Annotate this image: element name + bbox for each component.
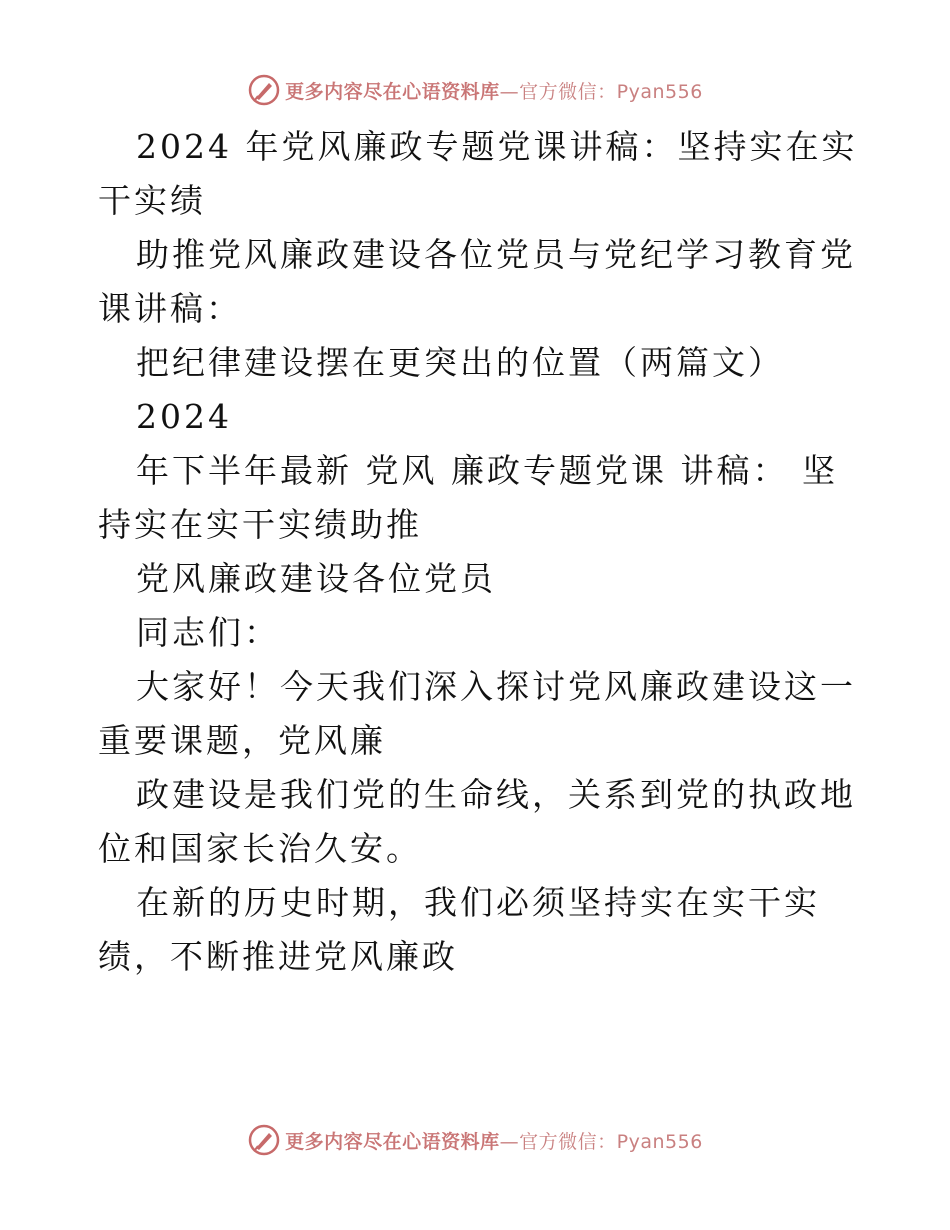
- pen-logo-icon: [247, 1123, 281, 1157]
- paragraph: 2024: [136, 397, 232, 436]
- paragraph: 大家好！今天我们深入探讨党风廉政建设这一重要课题，党风廉: [98, 667, 856, 760]
- paragraph: 政建设是我们党的生命线，关系到党的执政地位和国家长治久安。: [98, 775, 856, 868]
- paragraph: 2024 年党风廉政专题党课讲稿：坚持实在实干实绩: [98, 127, 858, 220]
- paragraph: 同志们：: [136, 613, 280, 652]
- paragraph: 党风廉政建设各位党员: [136, 559, 496, 598]
- document-body: [98, 120, 858, 984]
- watermark-text-b: —官方微信：Pyan556: [499, 80, 703, 103]
- watermark-text-b: —官方微信：Pyan556: [499, 1130, 703, 1153]
- paragraph: 在新的历史时期，我们必须坚持实在实干实绩，不断推进党风廉政: [98, 883, 820, 976]
- paragraph: 年下半年最新 党风 廉政专题党课 讲稿： 坚持实在实干实绩助推: [98, 451, 838, 544]
- pen-logo-icon: [247, 73, 281, 107]
- header-watermark: [0, 70, 950, 110]
- paragraph: 助推党风廉政建设各位党员与党纪学习教育党课讲稿：: [98, 235, 856, 328]
- footer-watermark: [0, 1120, 950, 1160]
- paragraph: 把纪律建设摆在更突出的位置（两篇文）: [136, 343, 784, 382]
- watermark-text-a: 更多内容尽在心语资料库: [285, 80, 500, 103]
- watermark-text-a: 更多内容尽在心语资料库: [285, 1130, 500, 1153]
